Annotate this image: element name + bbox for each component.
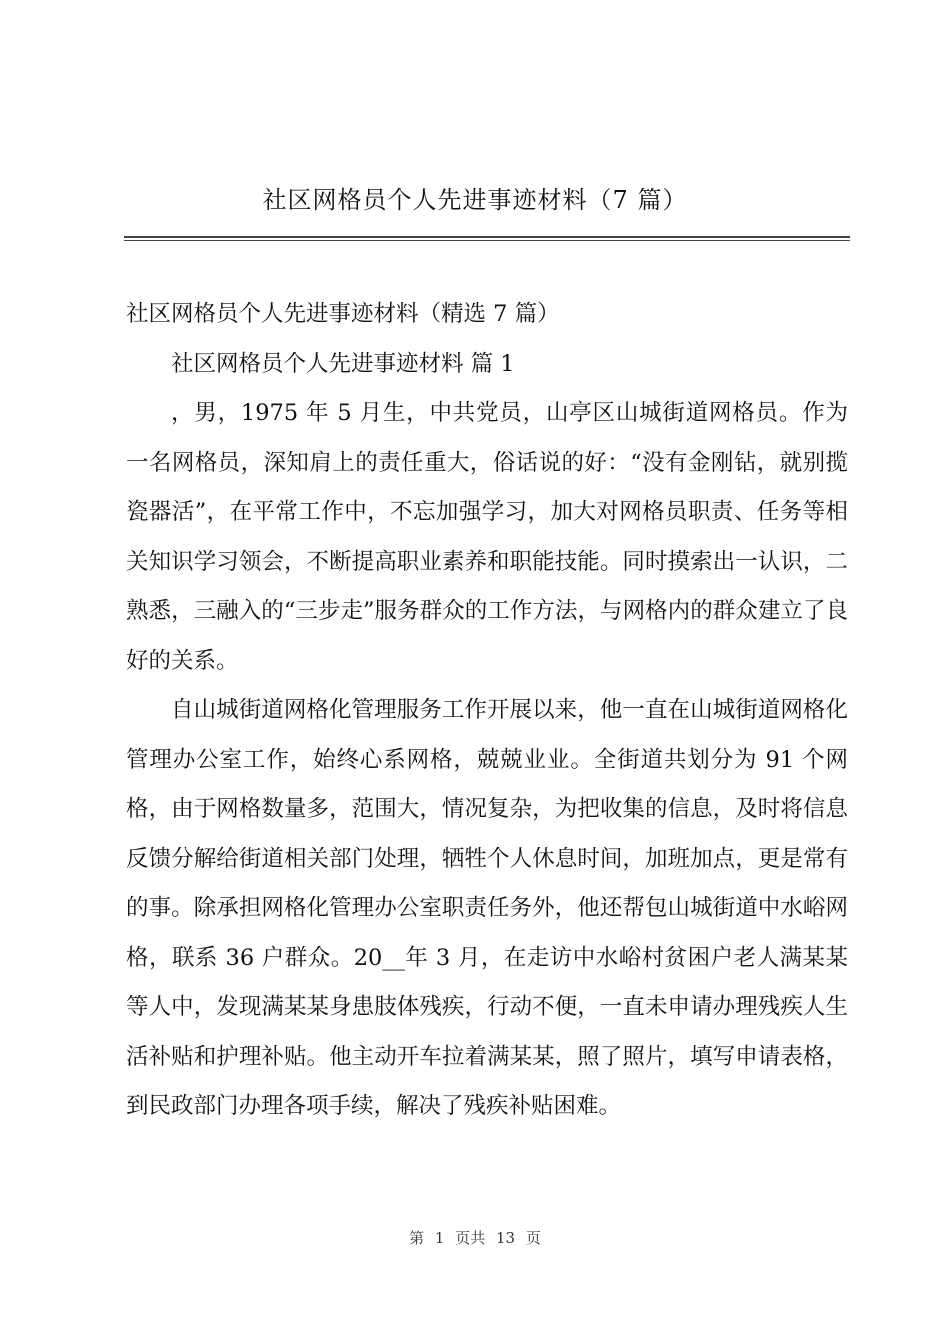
paragraph: 自山城街道网格化管理服务工作开展以来，他一直在山城街道网格化管理办公室工作，始终心系网格，兢兢业业。全街道共划分为 91 个网格，由于网格数量多，范围大，情况复杂，为把收集的信息，及时将信息反馈分解给街道相关部门处理，牺牲个人休息时间，加班加点，更是常有的事。除承担网格化管理办公室职责任务外，他还帮包山城街道中水峪网格，联系 36 户群众。20__年 3 月，在走访中水峪村贫困户老人满某某等人中，发现满某某身患肢体残疾，行动不便，一直未申请办理残疾人生活补贴和护理补贴。他主动开车拉着满某某，照了照片，填写申请表格，到民政部门办理各项手续，解决了残疾补贴困难。 [126, 697, 848, 1119]
document-body [126, 290, 848, 1132]
header-divider [124, 236, 850, 241]
paragraph: ，男，1975 年 5 月生，中共党员，山亭区山城街道网格员。作为一名网格员，深知肩上的责任重大，俗话说的好：“没有金刚钻，就别揽瓷器活”，在平常工作中，不忘加强学习，加大对网格员职责、任务等相关知识学习领会，不断提高职业素养和职能技能。同时摸索出一认识，二熟悉，三融入的“三步走”服务群众的工作方法，与网格内的群众建立了良好的关系。 [126, 400, 848, 674]
section-heading: 社区网格员个人先进事迹材料 篇 1 [171, 350, 515, 377]
document-title: 社区网格员个人先进事迹材料（精选 7 篇） [126, 301, 560, 327]
page-header-title: 社区网格员个人先进事迹材料（7 篇） [262, 186, 688, 214]
page-number-footer: 第 1 页共 13 页 [409, 1229, 541, 1247]
